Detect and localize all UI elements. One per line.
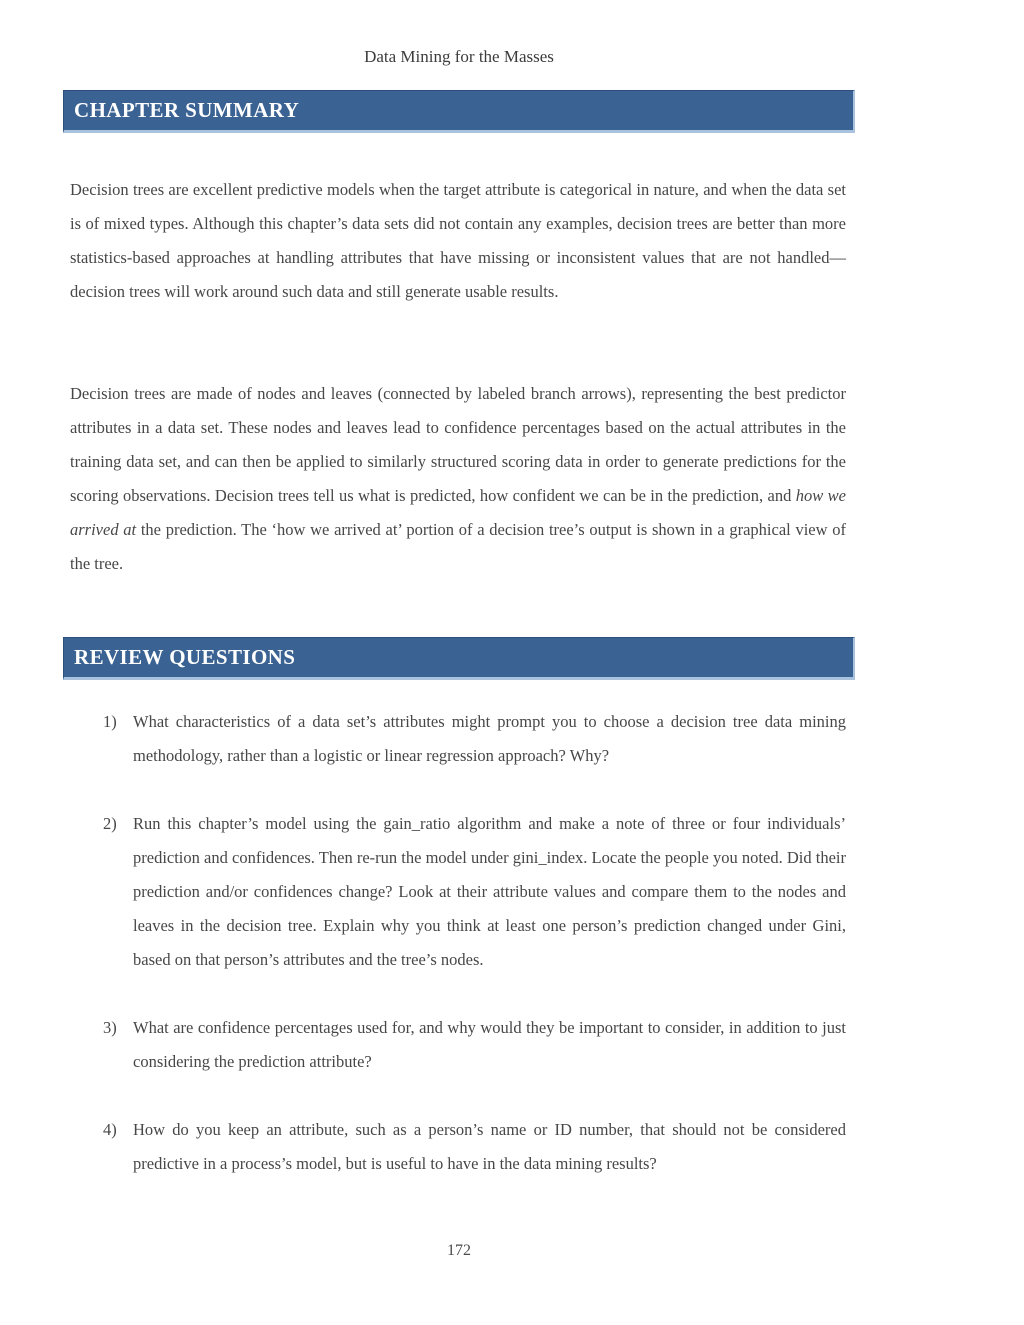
question-item-4 <box>63 1113 846 1181</box>
running-head: Data Mining for the Masses <box>364 47 554 66</box>
chapter-summary-paragraph-2 <box>70 377 846 581</box>
paragraph-2-text-start: Decision trees are made of nodes and leaves (connected by labeled branch arrows), representing the best predictor attributes in a data set. These nodes and leaves lead to confidence percentages based on the actual attributes in the training data set, and can then be applied to similarly structured scoring data in order to generate predictions for the scoring observations. Decision trees tell us what is predicted, how confident we can be in the prediction, and <box>70 383 846 505</box>
question-item-1 <box>63 705 846 773</box>
question-text-2: Run this chapter’s model using the gain_ratio algorithm and make a note of three or four individuals’ prediction and confidences. Then re-run the model under gini_index. Locate the people you noted. Did their prediction and/or confidences change? Look at their attribute values and compare them to the nodes and leaves in the decision tree. Explain why you think at least one person’s prediction changed under Gini, based on that person’s attributes and the tree’s nodes. <box>133 814 846 969</box>
page-number: 172 <box>447 1242 471 1259</box>
question-number-2: 2) <box>103 814 117 833</box>
question-number-3: 3) <box>103 1018 117 1037</box>
review-questions-banner <box>63 637 855 680</box>
paragraph-2-italic-phrase: how we arrived at <box>70 485 846 539</box>
review-questions-heading: REVIEW QUESTIONS <box>74 645 296 669</box>
chapter-summary-paragraph-1: Decision trees are excellent predictive models when the target attribute is categorical in nature, and when the data set is of mixed types. Although this chapter’s data sets did not contain any examples, decision trees are better than more statistics-based approaches at handling attributes that have missing or inconsistent values that are not handled—decision trees will work around such data and still generate usable results. <box>70 179 846 301</box>
question-text-1: What characteristics of a data set’s attributes might prompt you to choose a decision tree data mining methodology, rather than a logistic or linear regression approach? Why? <box>133 712 846 765</box>
question-text-3: What are confidence percentages used for, and why would they be important to consider, in addition to just considering the prediction attribute? <box>133 1018 846 1071</box>
question-item-2 <box>63 807 846 977</box>
question-item-3 <box>63 1011 846 1079</box>
question-number-1: 1) <box>103 712 117 731</box>
review-questions-list <box>63 705 846 1215</box>
paragraph-2-text-end: the prediction. The ‘how we arrived at’ portion of a decision tree’s output is shown in a graphical view of the tree. <box>70 519 846 573</box>
chapter-summary-banner <box>63 90 855 133</box>
question-text-4: How do you keep an attribute, such as a person’s name or ID number, that should not be considered predictive in a process’s model, but is useful to have in the data mining results? <box>133 1120 846 1173</box>
chapter-summary-heading: CHAPTER SUMMARY <box>74 98 300 122</box>
question-number-4: 4) <box>103 1120 117 1139</box>
